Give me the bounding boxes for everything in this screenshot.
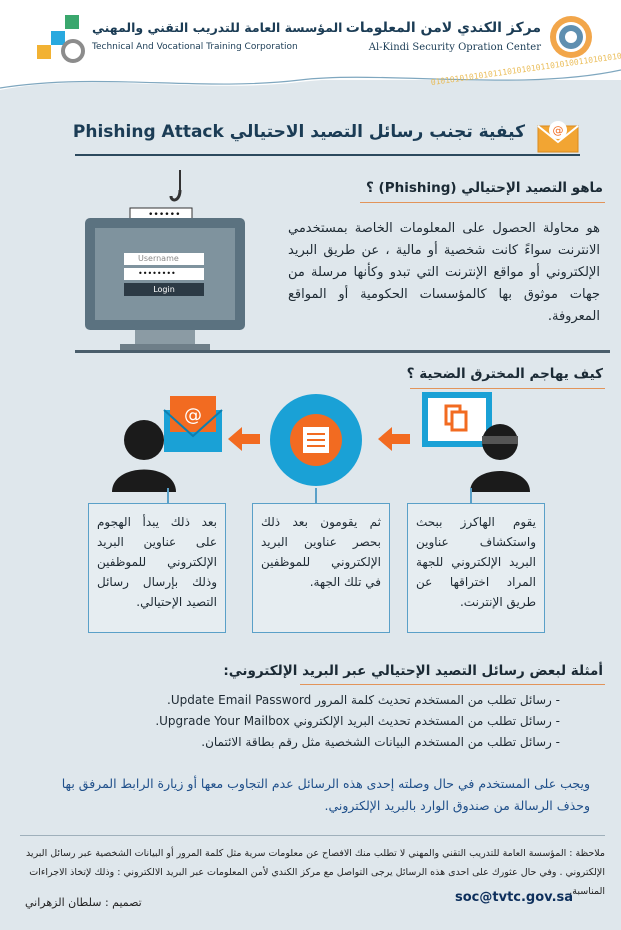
page-title: كيفية تجنب رسائل التصيد الاحتيالي Phishing Attack xyxy=(72,122,525,142)
example-item: - رسائل تطلب من المستخدم تحديث البريد الإلكتروني Upgrade Your Mailbox. xyxy=(155,714,560,728)
hacker-icon xyxy=(412,392,530,492)
step-box-1: يقوم الهاكرز ببحث واستكشاف عناوين البريد الإلكتروني للجهة المراد اختراقها عن طريق الإنترنت. xyxy=(407,503,545,633)
section-heading-how: كيف يهاجم المخترق الضحية ؟ xyxy=(406,366,603,382)
example-item: - رسائل تطلب من المستخدم البيانات الشخصية مثل رقم بطاقة الائتمان. xyxy=(201,735,560,749)
section-heading-what: ماهو التصيد الإحتيالي (Phishing) ؟ xyxy=(366,180,603,196)
tvtc-name-en: Technical And Vocational Training Corporation xyxy=(92,42,298,52)
footer-divider xyxy=(20,835,605,836)
username-field[interactable]: Username xyxy=(124,253,204,265)
tvtc-name-ar: المؤسسة العامة للتدريب التقني والمهني xyxy=(92,20,343,35)
section-divider xyxy=(360,202,605,203)
svg-text:@: @ xyxy=(184,405,202,426)
kindi-name-ar: مركز الكندي لامن المعلومات xyxy=(345,20,541,36)
section-divider xyxy=(410,388,605,389)
examples-list xyxy=(60,690,560,753)
contact-email-link[interactable]: soc@tvtc.gov.sa xyxy=(455,890,574,905)
step-box-2: ثم يقومون بعد ذلك بحصر عناوين البريد الإلكتروني للموظفين في تلك الجهة. xyxy=(252,503,390,633)
warning-text: ويجب على المستخدم في حال وصلته إحدى هذه الرسائل عدم التجاوب معها أو زيارة الرابط المرفق بها وحذف الرسالة من صندوق الوارد بالبريد الإلكتروني. xyxy=(61,776,590,813)
password-tag: •••••• xyxy=(148,210,181,220)
login-button[interactable]: Login xyxy=(124,283,204,296)
step-connector xyxy=(470,488,472,504)
step-connector xyxy=(167,488,169,504)
example-item: - رسائل تطلب من المستخدم تحديث كلمة المرور Update Email Password. xyxy=(167,693,560,707)
title-underline xyxy=(75,154,580,156)
section-heading-examples: أمثلة لبعض رسائل التصيد الإحتيالي عبر البريد الإلكتروني: xyxy=(223,663,603,679)
arrow-left-icon xyxy=(378,427,410,451)
arrow-left-icon xyxy=(228,427,260,451)
section1-base-line xyxy=(75,350,610,353)
address-list-icon xyxy=(268,392,364,488)
svg-text:@: @ xyxy=(552,124,564,137)
kindi-logo xyxy=(548,14,594,60)
designer-credit: تصميم : سلطان الزهراني xyxy=(25,896,142,909)
phishing-definition: هو محاولة الحصول على المعلومات الخاصة بمستخدمي الانترنت سواءً كانت شخصية أو مالية ، عن طريق البريد الإلكتروني أو مواقع الإنترنت التي تبدو وكأنها مرسلة من جهات موثوق بها كالمؤسسات الحكومية أو المواقع المعروفة. xyxy=(288,221,600,324)
kindi-name-en: Al-Kindi Security Opration Center xyxy=(368,42,541,53)
step-connector xyxy=(315,488,317,504)
envelope-icon xyxy=(536,118,580,154)
tvtc-logo xyxy=(37,15,85,63)
victim-email-icon xyxy=(112,392,230,492)
section-divider xyxy=(300,684,605,685)
computer-phishing-illustration xyxy=(75,170,285,360)
footer-note: ملاحظة : المؤسسة العامة للتدريب التقني والمهني لا تطلب منك الافصاح عن معلومات سرية مثل كلمة المرور أو البيانات الشخصية عبر رسائل البريد الإلكتروني . وفي حال عثورك على احدى هذه الرسائل يرجى التواصل مع مركز الكندي لأمن المعلومات عبر البريد الالكتروني : وذلك لإتخاذ الاجراءات المناسبة. xyxy=(25,848,605,897)
password-field[interactable]: •••••••• xyxy=(124,268,204,280)
step-box-3: بعد ذلك يبدأ الهجوم على عناوين البريد الإلكتروني للموظفين وذلك بإرسال رسائل التصيد الإحتيالي. xyxy=(88,503,226,633)
title-bar xyxy=(72,118,580,154)
